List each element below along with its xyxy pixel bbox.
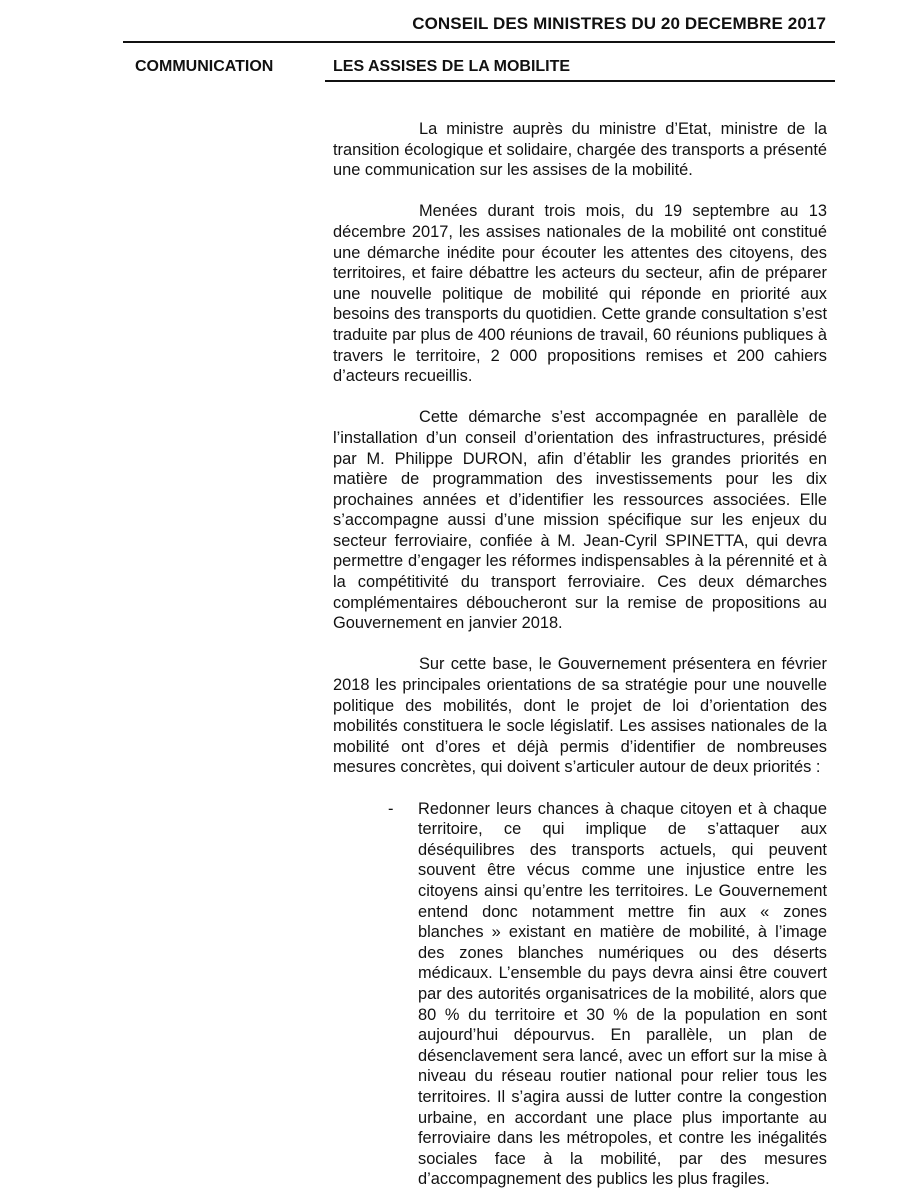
paragraph: Menées durant trois mois, du 19 septembre au 13 décembre 2017, les assises nationales de la mobilité ont constitué une démarche inédite pour écouter les attentes des citoyens, des territoires, et faire débattre les acteurs du secteur, afin de préparer une nouvelle politique de mobilité qui réponde en priorité aux besoins des transports du quotidien. Cette grande consultation s’est traduite par plus de 400 réunions de travail, 60 réunions publiques à travers le territoire, 2 000 propositions remises et 200 cahiers d’acteurs recueillis. [333, 202, 827, 386]
subject-divider [325, 80, 835, 82]
bullet-item [333, 799, 827, 1190]
paragraph: Sur cette base, le Gouvernement présentera en février 2018 les principales orientations de sa stratégie pour une nouvelle politique des mobilités, dont le projet de loi d’orientation des mobilités constituera le socle législatif. Les assises nationales de la mobilité ont d’ores et déjà permis d’identifier de nombreuses mesures concrètes, qui doivent s’articuler autour de deux priorités : [333, 655, 827, 777]
subject-title: LES ASSISES DE LA MOBILITE [333, 58, 571, 75]
section-label: COMMUNICATION [135, 58, 274, 75]
document-header-title: CONSEIL DES MINISTRES DU 20 DECEMBRE 2017 [412, 14, 826, 33]
document-body [333, 119, 827, 1190]
bullet-marker: - [388, 799, 394, 818]
header-divider [123, 41, 835, 43]
paragraph: Cette démarche s’est accompagnée en parallèle de l’installation d’un conseil d’orientation des infrastructures, présidé par M. Philippe DURON, afin d’établir les grandes priorités en matière de programmation des investissements pour les dix prochaines années et d’identifier les ressources associées. Elle s’accompagne aussi d’une mission spécifique sur les enjeux du secteur ferroviaire, confiée à M. Jean-Cyril SPINETTA, qui devra permettre d’engager les réformes indispensables à la pérennité et à la compétitivité du transport ferroviaire. Ces deux démarches complémentaires déboucheront sur la remise de propositions au Gouvernement en janvier 2018. [333, 408, 827, 633]
bullet-text: Redonner leurs chances à chaque citoyen et à chaque territoire, ce qui implique de s’attaquer aux déséquilibres des transports actuels, qui peuvent souvent être vécus comme une injustice entre les citoyens ainsi qu’entre les territoires. Le Gouvernement entend donc notamment mettre fin aux « zones blanches » existant en matière de mobilité, à l’image des zones blanches numériques ou des déserts médicaux. L’ensemble du pays devra ainsi être couvert par des autorités organisatrices de la mobilité, alors que 80 % du territoire et 30 % de la population en sont aujourd’hui dépourvus. En parallèle, un plan de désenclavement sera lancé, avec un effort sur la mise à niveau du réseau routier national pour relier tous les territoires. Il s’agira aussi de lutter contre la congestion urbaine, en accordant une place plus importante au ferroviaire dans les métropoles, et contre les inégalités sociales face à la mobilité, par des mesures d’accompagnement des publics les plus fragiles. [418, 799, 827, 1189]
paragraph: La ministre auprès du ministre d’Etat, ministre de la transition écologique et solidaire, chargée des transports a présenté une communication sur les assises de la mobilité. [333, 120, 827, 180]
